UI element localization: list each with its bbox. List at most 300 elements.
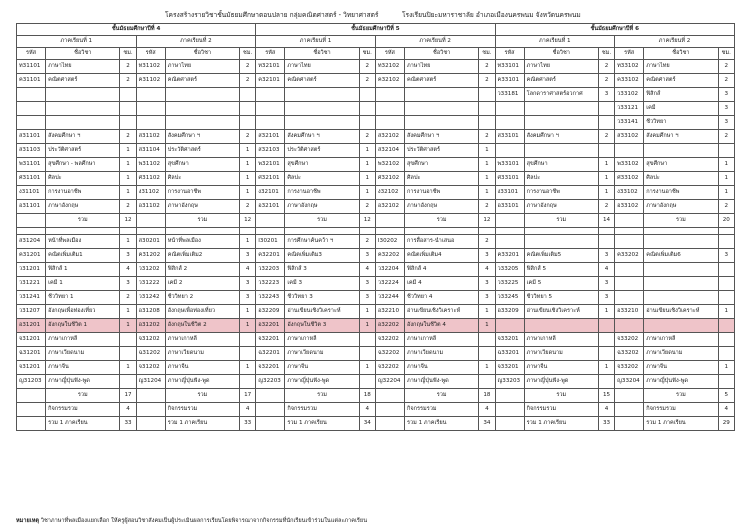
subject-code: อ33210 [615,305,644,319]
additional-total-row [17,389,735,403]
subject-credit: 1 [120,144,136,158]
core-subject-row [17,130,735,144]
subject-code: ท31101 [17,60,46,74]
activity-label: กิจกรรมรวม [524,403,598,417]
subject-code: ง33101 [495,186,524,200]
subject-credit: 3 [718,102,734,116]
subject-name: สังคมศึกษา ฯ [285,130,359,144]
subject-name: อังกฤษในชีวิต 2 [165,319,239,333]
subject-code: ง31102 [136,186,165,200]
subject-name: ชีววิทยา [644,116,718,130]
subject-code: ท33101 [495,60,524,74]
total-spacer [256,389,285,403]
subject-code: ญ32203 [256,375,285,389]
subject-credit [479,347,495,361]
subject-name: คณิตศาสตร์ [644,74,718,88]
subject-credit: 2 [718,130,734,144]
grand-spacer [375,417,404,431]
subject-name [46,88,120,102]
total-spacer [17,389,46,403]
subject-code: ส32104 [375,144,404,158]
subject-name: ภาษาญี่ปุ่นฟัง-พูด [165,375,239,389]
curriculum-table [16,23,735,431]
subject-name [524,319,598,333]
subject-code: ส31101 [17,130,46,144]
subject-code [495,116,524,130]
subject-credit: 1 [120,158,136,172]
total-label: รวม [285,389,359,403]
core-total-row [17,214,735,228]
subject-credit: 1 [598,361,614,375]
term-label: ภาคเรียนที่ 1 [495,36,615,48]
subject-code: อ31201 [17,319,46,333]
subject-code: ว31242 [136,291,165,305]
subject-credit: 1 [240,172,256,186]
activity-label: กิจกรรมรวม [644,403,718,417]
subject-credit: 1 [240,361,256,375]
subject-credit: 2 [479,60,495,74]
subject-name: ภาษาเกาหลี [285,333,359,347]
grand-spacer [17,417,46,431]
total-value: 17 [120,389,136,403]
subject-credit [718,347,734,361]
subject-code: ศ31102 [136,172,165,186]
spacer-cell [285,228,359,235]
subject-name [644,235,718,249]
subject-name: ชีววิทยา 3 [285,291,359,305]
total-value: 18 [479,389,495,403]
core-subject-row [17,88,735,102]
subject-credit: 1 [359,319,375,333]
activity-spacer [615,403,644,417]
subject-credit [479,375,495,389]
subject-code: I30201 [256,235,285,249]
subject-credit: 2 [479,74,495,88]
subject-credit: 2 [598,130,614,144]
subject-name: ฟิสิกส์ [644,88,718,102]
subject-code: จ31201 [17,333,46,347]
subject-credit [479,333,495,347]
subject-code: ค32202 [375,249,404,263]
term-label: ภาคเรียนที่ 2 [615,36,735,48]
subject-code [615,291,644,305]
subject-code: ค33102 [615,74,644,88]
column-header-code: รหัส [495,48,524,60]
core-subject-row [17,158,735,172]
subject-credit: 3 [359,291,375,305]
activity-spacer [375,403,404,417]
subject-name: ฟิสิกส์ 1 [46,263,120,277]
grade-header-row [17,24,735,36]
footnote [16,517,367,525]
subject-name: ประวัติศาสตร์ [46,144,120,158]
subject-code: พ33101 [495,158,524,172]
subject-code: ท32102 [375,60,404,74]
subject-name [644,277,718,291]
subject-code: อ32101 [256,200,285,214]
subject-credit [120,102,136,116]
subject-name: ฟิสิกส์ 3 [285,263,359,277]
subject-credit: 1 [598,305,614,319]
grand-label: รวม 1 ภาคเรียน [285,417,359,431]
footnote-label: หมายเหตุ [16,518,40,524]
subject-name: ภาษาอังกฤษ [404,200,478,214]
additional-subject-row [17,277,735,291]
subject-code: จ32201 [256,333,285,347]
subject-credit [598,347,614,361]
subject-code [615,319,644,333]
activity-value: 4 [598,403,614,417]
subject-name: ประวัติศาสตร์ [285,144,359,158]
subject-credit: 1 [718,186,734,200]
column-header-name: ชื่อวิชา [644,48,718,60]
subject-code: ฉ32202 [375,347,404,361]
total-spacer [375,214,404,228]
subject-code: จ33201 [495,333,524,347]
subject-code: ว33205 [495,263,524,277]
column-header-credit: ชม. [240,48,256,60]
subject-credit [120,375,136,389]
subject-name: ภาษาเกาหลี [46,333,120,347]
subject-name: เคมี [644,102,718,116]
subject-credit: 2 [240,200,256,214]
total-label: รวม [285,214,359,228]
subject-code: ญ31204 [136,375,165,389]
subject-credit: 1 [598,172,614,186]
spacer-cell [524,228,598,235]
subject-credit [598,319,614,333]
subject-credit: 1 [479,361,495,375]
total-value: 12 [359,214,375,228]
elective-language-row [17,333,735,347]
total-label: รวม [165,214,239,228]
total-value: 17 [240,389,256,403]
grade-label: ชั้นมัธยมศึกษาปีที่ 6 [495,24,735,36]
subject-name: คณิตเพิ่มเติม1 [46,249,120,263]
column-header-row [17,48,735,60]
subject-name: ภาษาจีน [524,361,598,375]
subject-name: ภาษาไทย [524,60,598,74]
subject-code: อ32201 [256,319,285,333]
subject-name [644,319,718,333]
subject-code: ส33101 [495,130,524,144]
subject-code: ญ33203 [495,375,524,389]
subject-code: อ32210 [375,305,404,319]
activity-value: 4 [718,403,734,417]
subject-name: สุขศึกษา - พลศึกษา [46,158,120,172]
spacer-cell [359,228,375,235]
subject-name: อ่านเขียนเชิงวิเคราะห์ [644,305,718,319]
subject-code [256,116,285,130]
total-label: รวม [165,389,239,403]
subject-credit [718,333,734,347]
subject-code: จ32202 [375,361,404,375]
column-header-credit: ชม. [120,48,136,60]
core-subject-row [17,74,735,88]
subject-code: ศ33102 [615,172,644,186]
subject-code: ฉ33202 [615,347,644,361]
total-spacer [495,389,524,403]
subject-name: คณิตศาสตร์ [524,74,598,88]
subject-code [375,116,404,130]
subject-code: ว33141 [615,116,644,130]
subject-credit: 1 [718,158,734,172]
subject-credit [240,116,256,130]
activity-label: กิจกรรมรวม [285,403,359,417]
subject-credit: 1 [240,305,256,319]
subject-code: ง32102 [375,186,404,200]
subject-code: ส30201 [136,235,165,249]
subject-code: พ31101 [17,158,46,172]
subject-name [404,116,478,130]
subject-credit: 2 [240,130,256,144]
subject-credit: 2 [598,200,614,214]
subject-credit: 2 [120,130,136,144]
term-header-row [17,36,735,48]
subject-name [46,102,120,116]
grade-label: ชั้นมัธยมศึกษาปีที่ 5 [256,24,495,36]
subject-credit [479,116,495,130]
core-subject-row [17,60,735,74]
subject-credit [359,116,375,130]
grand-label: รวม 1 ภาคเรียน [404,417,478,431]
subject-code [17,88,46,102]
subject-credit: 3 [718,88,734,102]
total-value: 5 [718,389,734,403]
subject-credit [598,375,614,389]
activity-value: 4 [479,403,495,417]
spacer-cell [598,228,614,235]
subject-credit: 2 [479,200,495,214]
subject-code: อ32102 [375,200,404,214]
subject-name: สังคมศึกษา ฯ [524,130,598,144]
subject-name: อังกฤษเพื่อท่องเที่ยว [46,305,120,319]
subject-credit [120,116,136,130]
subject-name [524,116,598,130]
total-label: รวม [46,214,120,228]
subject-code: ส32101 [256,130,285,144]
subject-name: คณิตเพิ่มเติม3 [285,249,359,263]
subject-code: จ31201 [17,361,46,375]
total-spacer [17,214,46,228]
grand-value: 34 [359,417,375,431]
subject-code: ค32102 [375,74,404,88]
subject-credit [359,102,375,116]
grand-label: รวม 1 ภาคเรียน [46,417,120,431]
subject-name: ศิลปะ [524,172,598,186]
subject-name: ภาษาอังกฤษ [524,200,598,214]
subject-name: อ่านเขียนเชิงวิเคราะห์ [285,305,359,319]
subject-name: ภาษาไทย [644,60,718,74]
subject-code: ว33181 [495,88,524,102]
core-subject-row [17,144,735,158]
column-header-code: รหัส [136,48,165,60]
subject-name: ภาษาเวียดนาม [46,347,120,361]
subject-credit: 2 [359,74,375,88]
total-spacer [256,214,285,228]
subject-name: หน้าที่พลเมือง [165,235,239,249]
subject-code: ศ33101 [495,172,524,186]
document-title [0,9,750,21]
subject-name [165,116,239,130]
subject-credit: 4 [479,263,495,277]
column-header-name: ชื่อวิชา [404,48,478,60]
core-subject-row [17,172,735,186]
subject-code: ว33245 [495,291,524,305]
subject-credit: 2 [120,200,136,214]
subject-name: การงานอาชีพ [285,186,359,200]
subject-credit: 2 [359,235,375,249]
subject-name: การงานอาชีพ [165,186,239,200]
subject-code: อ31202 [136,319,165,333]
subject-credit: 2 [598,60,614,74]
subject-credit: 1 [120,235,136,249]
subject-credit: 1 [479,144,495,158]
subject-code: ว33121 [615,102,644,116]
subject-code: ค31202 [136,249,165,263]
subject-name: ภาษาเกาหลี [524,333,598,347]
subject-name: ภาษาเวียดนาม [644,347,718,361]
subject-credit: 4 [598,263,614,277]
activity-spacer [136,403,165,417]
core-subject-row [17,186,735,200]
subject-name: คณิตศาสตร์ [285,74,359,88]
subject-credit: 1 [120,319,136,333]
subject-credit: 2 [240,74,256,88]
additional-subject-row [17,305,735,319]
subject-name [165,88,239,102]
subject-credit: 3 [479,277,495,291]
subject-code: ส31102 [136,130,165,144]
activity-spacer [256,403,285,417]
subject-credit: 1 [359,172,375,186]
subject-code: ฉ31201 [17,347,46,361]
subject-credit [718,263,734,277]
subject-name: ภาษาอังกฤษ [644,200,718,214]
subject-credit: 2 [598,74,614,88]
subject-code: จ31202 [136,361,165,375]
subject-credit: 1 [479,158,495,172]
term-label: ภาคเรียนที่ 1 [17,36,137,48]
grand-value: 34 [479,417,495,431]
subject-credit [598,116,614,130]
subject-name: โลกดาราศาสตร์อวกาศ [524,88,598,102]
column-header-code: รหัส [17,48,46,60]
subject-code: ค31101 [17,74,46,88]
subject-credit [240,88,256,102]
subject-name: คณิตศาสตร์ [404,74,478,88]
subject-name: อังกฤษในชีวิต 4 [404,319,478,333]
spacer-row [17,228,735,235]
activity-label: กิจกรรมรวม [46,403,120,417]
total-spacer [615,214,644,228]
subject-credit [718,144,734,158]
subject-code: จ33201 [495,361,524,375]
subject-credit: 1 [598,186,614,200]
subject-credit: 3 [240,291,256,305]
activity-value: 4 [359,403,375,417]
subject-name: ภาษาญี่ปุ่นฟัง-พูด [285,375,359,389]
subject-name [285,102,359,116]
additional-subject-row [17,319,735,333]
subject-code: พ33102 [615,158,644,172]
total-value: 14 [598,214,614,228]
subject-name: อังกฤษในชีวิต 3 [285,319,359,333]
subject-credit [718,235,734,249]
subject-code: พ31102 [136,158,165,172]
additional-subject-row [17,235,735,249]
subject-name: สุขศึกษา [285,158,359,172]
grand-total-row [17,417,735,431]
subject-name: การสื่อสาร-นำเสนอ [404,235,478,249]
subject-credit: 1 [120,172,136,186]
subject-credit: 1 [598,158,614,172]
total-label: รวม [404,389,478,403]
subject-credit: 3 [479,249,495,263]
total-label: รวม [404,214,478,228]
subject-name: ภาษาเวียดนาม [165,347,239,361]
subject-name [524,144,598,158]
subject-credit: 1 [479,172,495,186]
subject-name: คณิตศาสตร์ [46,74,120,88]
subject-credit: 4 [120,263,136,277]
total-spacer [495,214,524,228]
subject-code: I30202 [375,235,404,249]
subject-code: ว32204 [375,263,404,277]
subject-credit: 2 [479,235,495,249]
subject-credit: 3 [359,249,375,263]
column-header-name: ชื่อวิชา [165,48,239,60]
subject-name [644,263,718,277]
subject-name: ศิลปะ [285,172,359,186]
subject-credit [240,333,256,347]
subject-code: จ31202 [136,333,165,347]
subject-credit: 3 [240,277,256,291]
elective-language-row [17,347,735,361]
subject-credit: 1 [479,305,495,319]
subject-credit [479,102,495,116]
subject-code [136,88,165,102]
subject-name: ภาษาเวียดนาม [524,347,598,361]
subject-code: ญ31203 [17,375,46,389]
additional-subject-row [17,263,735,277]
grand-label: รวม 1 ภาคเรียน [644,417,718,431]
subject-credit: 4 [240,263,256,277]
subject-code: ส31104 [136,144,165,158]
subject-code: ส32102 [375,130,404,144]
subject-name: เคมี 2 [165,277,239,291]
subject-code [495,235,524,249]
subject-credit: 2 [718,200,734,214]
additional-subject-row [17,249,735,263]
subject-name: ชีววิทยา 5 [524,291,598,305]
subject-code: อ33101 [495,200,524,214]
subject-code: ง33102 [615,186,644,200]
subject-name: ประวัติศาสตร์ [165,144,239,158]
subject-code: ส33102 [615,130,644,144]
subject-code: ว32244 [375,291,404,305]
column-header-code: รหัส [615,48,644,60]
subject-code: ศ32102 [375,172,404,186]
grand-spacer [615,417,644,431]
subject-credit: 3 [598,88,614,102]
subject-name: การงานอาชีพ [404,186,478,200]
subject-code: อ31102 [136,200,165,214]
subject-credit: 1 [359,144,375,158]
subject-credit: 2 [359,200,375,214]
subject-credit: 3 [120,277,136,291]
grand-value: 29 [718,417,734,431]
